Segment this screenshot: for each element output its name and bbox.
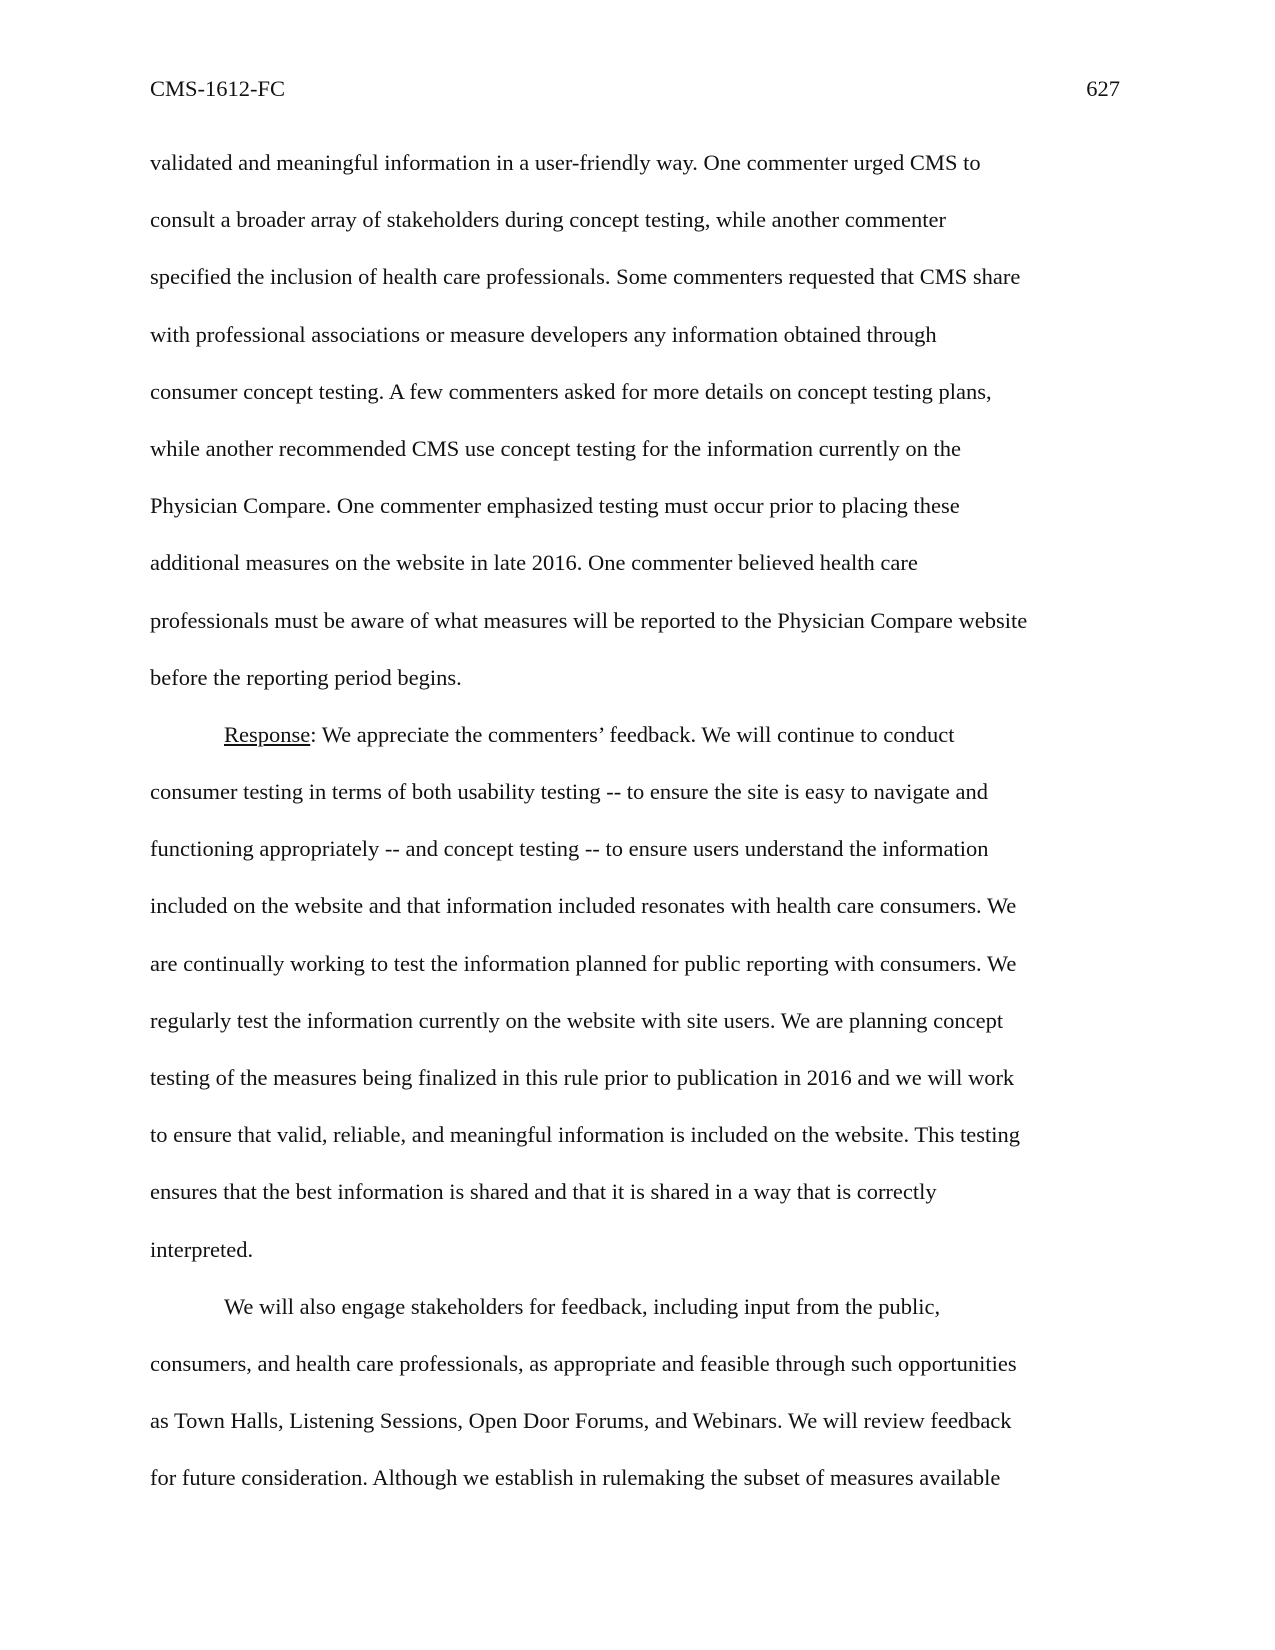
response-first-line-text: : We appreciate the commenters’ feedback. We will continue to conduct [310, 721, 955, 747]
paragraph-response [150, 720, 1128, 1292]
text-line: consumers, and health care professionals, as appropriate and feasible through such opportunities [150, 1350, 1017, 1376]
text-line: consumer concept testing. A few commenters asked for more details on concept testing plans, [150, 378, 992, 404]
page-header [150, 74, 1120, 104]
paragraph-commenters [150, 148, 1128, 720]
paragraph-stakeholders [150, 1292, 1128, 1521]
response-first-line [150, 720, 1128, 777]
response-label: Response [224, 721, 311, 747]
text-line: Physician Compare. One commenter emphasized testing must occur prior to placing these [150, 493, 960, 519]
text-line: regularly test the information currently on the website with site users. We are planning concept [150, 1007, 1004, 1033]
text-line: while another recommended CMS use concept testing for the information currently on the [150, 435, 962, 461]
text-line: testing of the measures being finalized in this rule prior to publication in 2016 and we will work [150, 1065, 1015, 1090]
text-line: professionals must be aware of what measures will be reported to the Physician Compare website [150, 607, 1028, 633]
text-line: with professional associations or measure developers any information obtained through [150, 321, 937, 347]
text-line: additional measures on the website in late 2016. One commenter believed health care [150, 550, 918, 576]
text-line: as Town Halls, Listening Sessions, Open Door Forums, and Webinars. We will review feedback [150, 1408, 1012, 1434]
text-line: for future consideration. Although we establish in rulemaking the subset of measures available [150, 1465, 1001, 1491]
text-line: specified the inclusion of health care professionals. Some commenters requested that CMS share [150, 264, 1021, 290]
document-body [150, 148, 1128, 1521]
text-line: We will also engage stakeholders for feedback, including input from the public, [224, 1293, 941, 1319]
document-id: CMS-1612-FC [150, 76, 286, 101]
text-line: to ensure that valid, reliable, and meaningful information is included on the website. This testing [150, 1122, 1021, 1148]
text-line: consumer testing in terms of both usability testing -- to ensure the site is easy to navigate and [150, 779, 988, 805]
text-line: are continually working to test the information planned for public reporting with consumers. We [150, 950, 1017, 976]
text-line: before the reporting period begins. [150, 664, 462, 690]
text-line: functioning appropriately -- and concept testing -- to ensure users understand the information [150, 836, 989, 862]
text-line: interpreted. [150, 1236, 254, 1262]
text-line: ensures that the best information is shared and that it is shared in a way that is correctly [150, 1179, 937, 1205]
text-line: included on the website and that information included resonates with health care consumers. We [150, 893, 1017, 919]
page-number: 627 [1086, 76, 1120, 101]
text-line: validated and meaningful information in a user-friendly way. One commenter urged CMS to [150, 150, 981, 175]
text-line: consult a broader array of stakeholders during concept testing, while another commenter [150, 207, 946, 233]
